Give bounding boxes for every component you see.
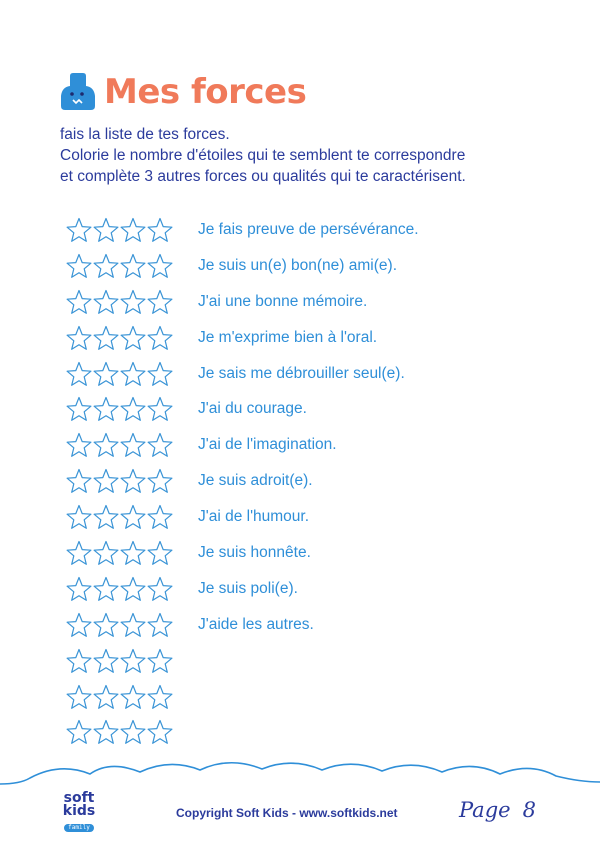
strength-row: [66, 643, 536, 679]
strength-text: Je m'exprime bien à l'oral.: [198, 328, 378, 346]
star-outline-icon[interactable]: [120, 325, 146, 351]
star-outline-icon[interactable]: [93, 612, 119, 638]
instruction-line: fais la liste de tes forces.: [60, 126, 230, 143]
star-outline-icon[interactable]: [66, 253, 92, 279]
star-outline-icon[interactable]: [66, 289, 92, 315]
star-rating: [66, 325, 198, 351]
star-outline-icon[interactable]: [120, 504, 146, 530]
star-rating: [66, 253, 198, 279]
copyright-text: Copyright Soft Kids - www.softkids.net: [176, 806, 398, 820]
instruction-line: Colorie le nombre d'étoiles qui te semblent te correspondre: [60, 147, 466, 164]
star-outline-icon[interactable]: [66, 612, 92, 638]
star-outline-icon[interactable]: [93, 217, 119, 243]
strength-text: Je suis poli(e).: [198, 579, 298, 597]
strength-row: [66, 248, 536, 284]
star-outline-icon[interactable]: [120, 648, 146, 674]
strengths-list: [66, 212, 536, 750]
star-outline-icon[interactable]: [147, 468, 173, 494]
softkids-logo: [54, 792, 104, 832]
star-outline-icon[interactable]: [66, 468, 92, 494]
page-title: Mes forces: [104, 72, 307, 112]
star-outline-icon[interactable]: [120, 684, 146, 710]
star-outline-icon[interactable]: [120, 719, 146, 745]
star-outline-icon[interactable]: [66, 684, 92, 710]
star-outline-icon[interactable]: [93, 684, 119, 710]
star-outline-icon[interactable]: [147, 612, 173, 638]
strength-text: J'ai une bonne mémoire.: [198, 292, 368, 310]
star-outline-icon[interactable]: [120, 468, 146, 494]
star-outline-icon[interactable]: [93, 253, 119, 279]
strength-text: J'ai du courage.: [198, 400, 307, 418]
star-outline-icon[interactable]: [147, 289, 173, 315]
page-label: Page: [459, 798, 511, 822]
star-rating: [66, 504, 198, 530]
strength-row: [66, 607, 536, 643]
instructions: [60, 124, 560, 187]
star-outline-icon[interactable]: [120, 217, 146, 243]
page-number-value: 8: [522, 798, 536, 822]
star-outline-icon[interactable]: [66, 648, 92, 674]
cloud-divider: [0, 752, 600, 792]
star-outline-icon[interactable]: [147, 719, 173, 745]
strength-row: [66, 212, 536, 248]
star-outline-icon[interactable]: [147, 325, 173, 351]
star-outline-icon[interactable]: [66, 719, 92, 745]
strength-text: J'aide les autres.: [198, 615, 314, 633]
strength-row: [66, 463, 536, 499]
star-rating: [66, 684, 198, 710]
strength-row: [66, 679, 536, 715]
star-outline-icon[interactable]: [93, 432, 119, 458]
star-rating: [66, 576, 198, 602]
star-outline-icon[interactable]: [147, 504, 173, 530]
logo-tag: family: [64, 824, 94, 832]
page-header: [58, 72, 306, 112]
star-rating: [66, 432, 198, 458]
star-outline-icon[interactable]: [66, 576, 92, 602]
star-outline-icon[interactable]: [93, 504, 119, 530]
star-outline-icon[interactable]: [66, 396, 92, 422]
star-outline-icon[interactable]: [147, 253, 173, 279]
star-outline-icon[interactable]: [93, 361, 119, 387]
strength-row: [66, 571, 536, 607]
star-rating: [66, 540, 198, 566]
star-outline-icon[interactable]: [120, 540, 146, 566]
star-rating: [66, 612, 198, 638]
star-outline-icon[interactable]: [147, 361, 173, 387]
star-outline-icon[interactable]: [66, 361, 92, 387]
star-outline-icon[interactable]: [93, 576, 119, 602]
strength-text: J'ai de l'humour.: [198, 508, 310, 526]
star-outline-icon[interactable]: [93, 648, 119, 674]
strength-row: [66, 320, 536, 356]
star-outline-icon[interactable]: [147, 432, 173, 458]
star-outline-icon[interactable]: [120, 612, 146, 638]
instruction-line: et complète 3 autres forces ou qualités qui te caractérisent.: [60, 168, 466, 185]
star-outline-icon[interactable]: [120, 289, 146, 315]
strength-text: Je sais me débrouiller seul(e).: [198, 364, 405, 382]
star-rating: [66, 217, 198, 243]
star-outline-icon[interactable]: [66, 325, 92, 351]
star-outline-icon[interactable]: [93, 325, 119, 351]
star-rating: [66, 396, 198, 422]
star-outline-icon[interactable]: [147, 648, 173, 674]
star-outline-icon[interactable]: [120, 432, 146, 458]
star-outline-icon[interactable]: [93, 540, 119, 566]
star-outline-icon[interactable]: [66, 432, 92, 458]
star-outline-icon[interactable]: [147, 576, 173, 602]
strength-row: [66, 535, 536, 571]
star-outline-icon[interactable]: [93, 719, 119, 745]
strength-row: [66, 427, 536, 463]
star-outline-icon[interactable]: [66, 217, 92, 243]
strength-text: J'ai de l'imagination.: [198, 436, 337, 454]
strength-row: [66, 356, 536, 392]
star-rating: [66, 648, 198, 674]
strength-row: [66, 284, 536, 320]
star-rating: [66, 468, 198, 494]
strength-text: Je suis un(e) bon(ne) ami(e).: [198, 256, 397, 274]
star-outline-icon[interactable]: [93, 289, 119, 315]
strength-row: [66, 499, 536, 535]
logo-text: soft: [63, 790, 95, 806]
star-outline-icon[interactable]: [147, 540, 173, 566]
logo-text: kids: [62, 803, 96, 819]
blue-monster-icon: [58, 72, 98, 112]
star-outline-icon[interactable]: [120, 576, 146, 602]
strength-row: [66, 714, 536, 750]
star-outline-icon[interactable]: [120, 253, 146, 279]
strength-row: [66, 391, 536, 427]
star-rating: [66, 719, 198, 745]
strength-text: Je fais preuve de persévérance.: [198, 220, 419, 238]
star-rating: [66, 289, 198, 315]
star-outline-icon[interactable]: [66, 540, 92, 566]
strength-text: Je suis adroit(e).: [198, 472, 313, 490]
star-outline-icon[interactable]: [120, 361, 146, 387]
star-outline-icon[interactable]: [66, 504, 92, 530]
star-outline-icon[interactable]: [147, 684, 173, 710]
star-outline-icon[interactable]: [147, 217, 173, 243]
page-number: [459, 798, 536, 822]
star-outline-icon[interactable]: [120, 396, 146, 422]
star-outline-icon[interactable]: [147, 396, 173, 422]
star-rating: [66, 361, 198, 387]
star-outline-icon[interactable]: [93, 468, 119, 494]
star-outline-icon[interactable]: [93, 396, 119, 422]
strength-text: Je suis honnête.: [198, 543, 311, 561]
